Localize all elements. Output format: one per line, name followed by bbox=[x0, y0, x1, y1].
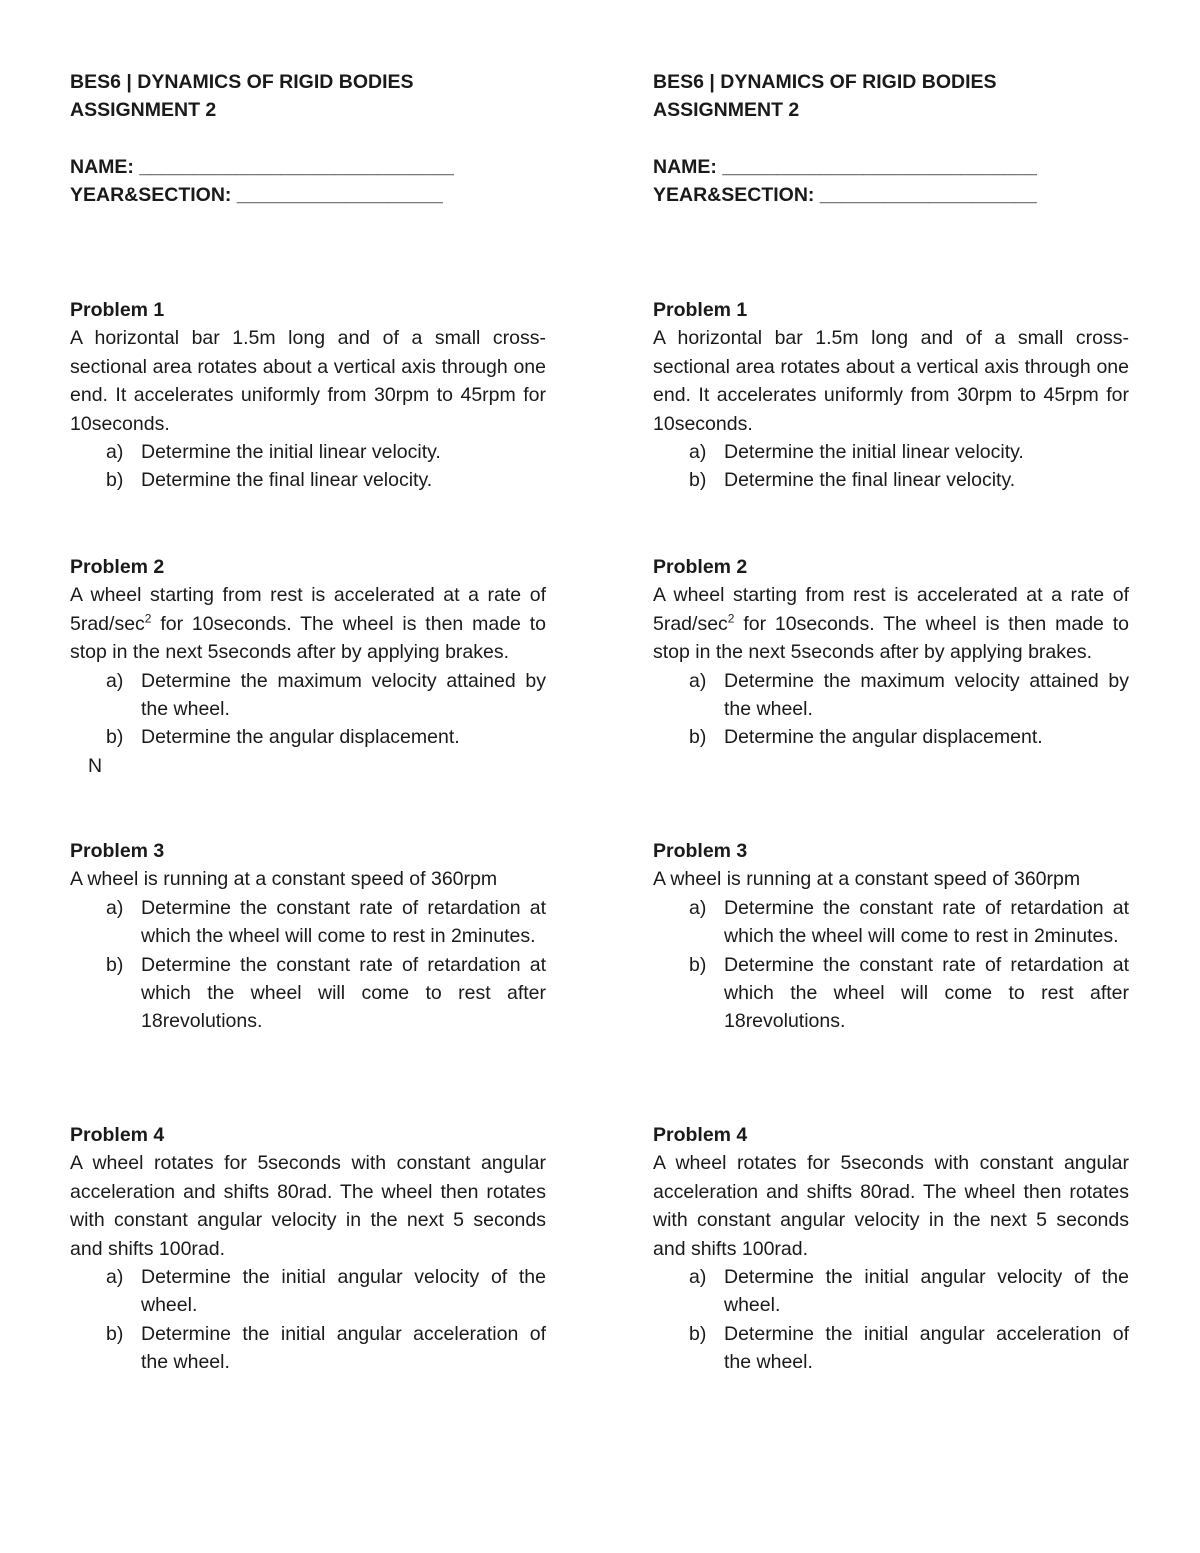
list-item: b) Determine the final linear velocity. bbox=[106, 469, 433, 492]
list-item: a) Determine the constant rate of retardation at which the wheel will come to rest in 2minutes. bbox=[106, 896, 546, 948]
list-item: b) Determine the angular displacement. bbox=[106, 726, 460, 749]
assignment-sheet-right bbox=[653, 68, 1129, 1374]
course-title: BES6 | DYNAMICS OF RIGID BODIES bbox=[70, 71, 414, 93]
stray-character: N bbox=[88, 754, 103, 777]
problem-text: A wheel starting from rest is accelerated at a rate of $5rad/\sec^2$ for 10seconds. The wheel is then made to stop in the next 5seconds after by applying brakes. bbox=[70, 584, 546, 664]
problem-title: Problem 2 bbox=[653, 556, 748, 578]
sheet-header bbox=[653, 68, 1129, 210]
problem-title: Problem 2 bbox=[70, 556, 165, 578]
assignment-sheet-left bbox=[70, 68, 546, 1374]
problem-4 bbox=[653, 1121, 1129, 1377]
problem-2 bbox=[653, 553, 1129, 752]
problem-items bbox=[653, 667, 1129, 752]
problem-text: A wheel rotates for 5seconds with constant angular acceleration and shifts 80rad. The wheel then rotates with constant angular velocity in the next 5 seconds and shifts 100rad. bbox=[653, 1152, 1129, 1260]
problem-3 bbox=[70, 837, 546, 1036]
problem-2 bbox=[70, 553, 546, 780]
list-item: b) Determine the constant rate of retardation at which the wheel will come to rest after 18revolutions. bbox=[689, 953, 1129, 1033]
assignment-title: ASSIGNMENT 2 bbox=[653, 99, 800, 122]
problem-text: A wheel is running at a constant speed of 360rpm bbox=[653, 868, 1081, 891]
list-item: b) Determine the initial angular acceleration of the wheel. bbox=[106, 1322, 546, 1374]
list-item: b) Determine the final linear velocity. bbox=[689, 469, 1016, 492]
problem-title: Problem 1 bbox=[70, 299, 165, 321]
problem-title: Problem 3 bbox=[653, 840, 748, 862]
course-title: BES6 | DYNAMICS OF RIGID BODIES bbox=[653, 71, 997, 93]
problem-items bbox=[70, 894, 546, 1036]
list-item: b) Determine the angular displacement. bbox=[689, 726, 1043, 749]
problem-title: Problem 1 bbox=[653, 299, 748, 321]
year-section-field: YEAR&SECTION: ___________________ bbox=[70, 184, 443, 207]
list-item: b) Determine the constant rate of retardation at which the wheel will come to rest after 18revolutions. bbox=[106, 953, 546, 1033]
name-field: NAME: _____________________________ bbox=[653, 155, 1037, 178]
problem-title: Problem 3 bbox=[70, 840, 165, 862]
problem-text: A horizontal bar 1.5m long and of a small cross-sectional area rotates about a vertical axis through one end. It accelerates uniformly from 30rpm to 45rpm for 10seconds. bbox=[70, 327, 546, 435]
problem-title: Problem 4 bbox=[653, 1124, 748, 1146]
assignment-title: ASSIGNMENT 2 bbox=[70, 99, 217, 122]
problem-3 bbox=[653, 837, 1129, 1036]
problem-text: A horizontal bar 1.5m long and of a small cross-sectional area rotates about a vertical axis through one end. It accelerates uniformly from 30rpm to 45rpm for 10seconds. bbox=[653, 327, 1129, 435]
problem-items bbox=[653, 1263, 1129, 1377]
problem-1 bbox=[70, 296, 546, 495]
problem-items bbox=[70, 667, 546, 752]
list-item: a) Determine the initial linear velocity. bbox=[689, 441, 1024, 464]
problem-text: A wheel starting from rest is accelerated at a rate of $5rad/\sec^2$ for 10seconds. The wheel is then made to stop in the next 5seconds after by applying brakes. bbox=[653, 584, 1129, 664]
list-item: a) Determine the initial angular velocity of the wheel. bbox=[106, 1266, 546, 1317]
problem-items bbox=[70, 1263, 546, 1377]
problem-1 bbox=[653, 296, 1129, 495]
problem-4 bbox=[70, 1121, 546, 1377]
list-item: a) Determine the maximum velocity attained by the wheel. bbox=[689, 669, 1129, 721]
list-item: a) Determine the constant rate of retardation at which the wheel will come to rest in 2minutes. bbox=[689, 896, 1129, 948]
problem-text: A wheel rotates for 5seconds with constant angular acceleration and shifts 80rad. The wheel then rotates with constant angular velocity in the next 5 seconds and shifts 100rad. bbox=[70, 1152, 546, 1260]
list-item: a) Determine the initial angular velocity of the wheel. bbox=[689, 1266, 1129, 1317]
problem-items bbox=[653, 438, 1129, 495]
name-field: NAME: _____________________________ bbox=[70, 155, 454, 178]
list-item: a) Determine the maximum velocity attained by the wheel. bbox=[106, 669, 546, 721]
sheet-header bbox=[70, 68, 546, 210]
year-section-field: YEAR&SECTION: ____________________ bbox=[653, 184, 1037, 207]
list-item: b) Determine the initial angular acceleration of the wheel. bbox=[689, 1322, 1129, 1374]
problem-items bbox=[70, 438, 546, 495]
list-item: a) Determine the initial linear velocity. bbox=[106, 441, 441, 464]
problem-items bbox=[653, 894, 1129, 1036]
problem-text: A wheel is running at a constant speed of 360rpm bbox=[70, 868, 498, 891]
problem-title: Problem 4 bbox=[70, 1124, 165, 1146]
